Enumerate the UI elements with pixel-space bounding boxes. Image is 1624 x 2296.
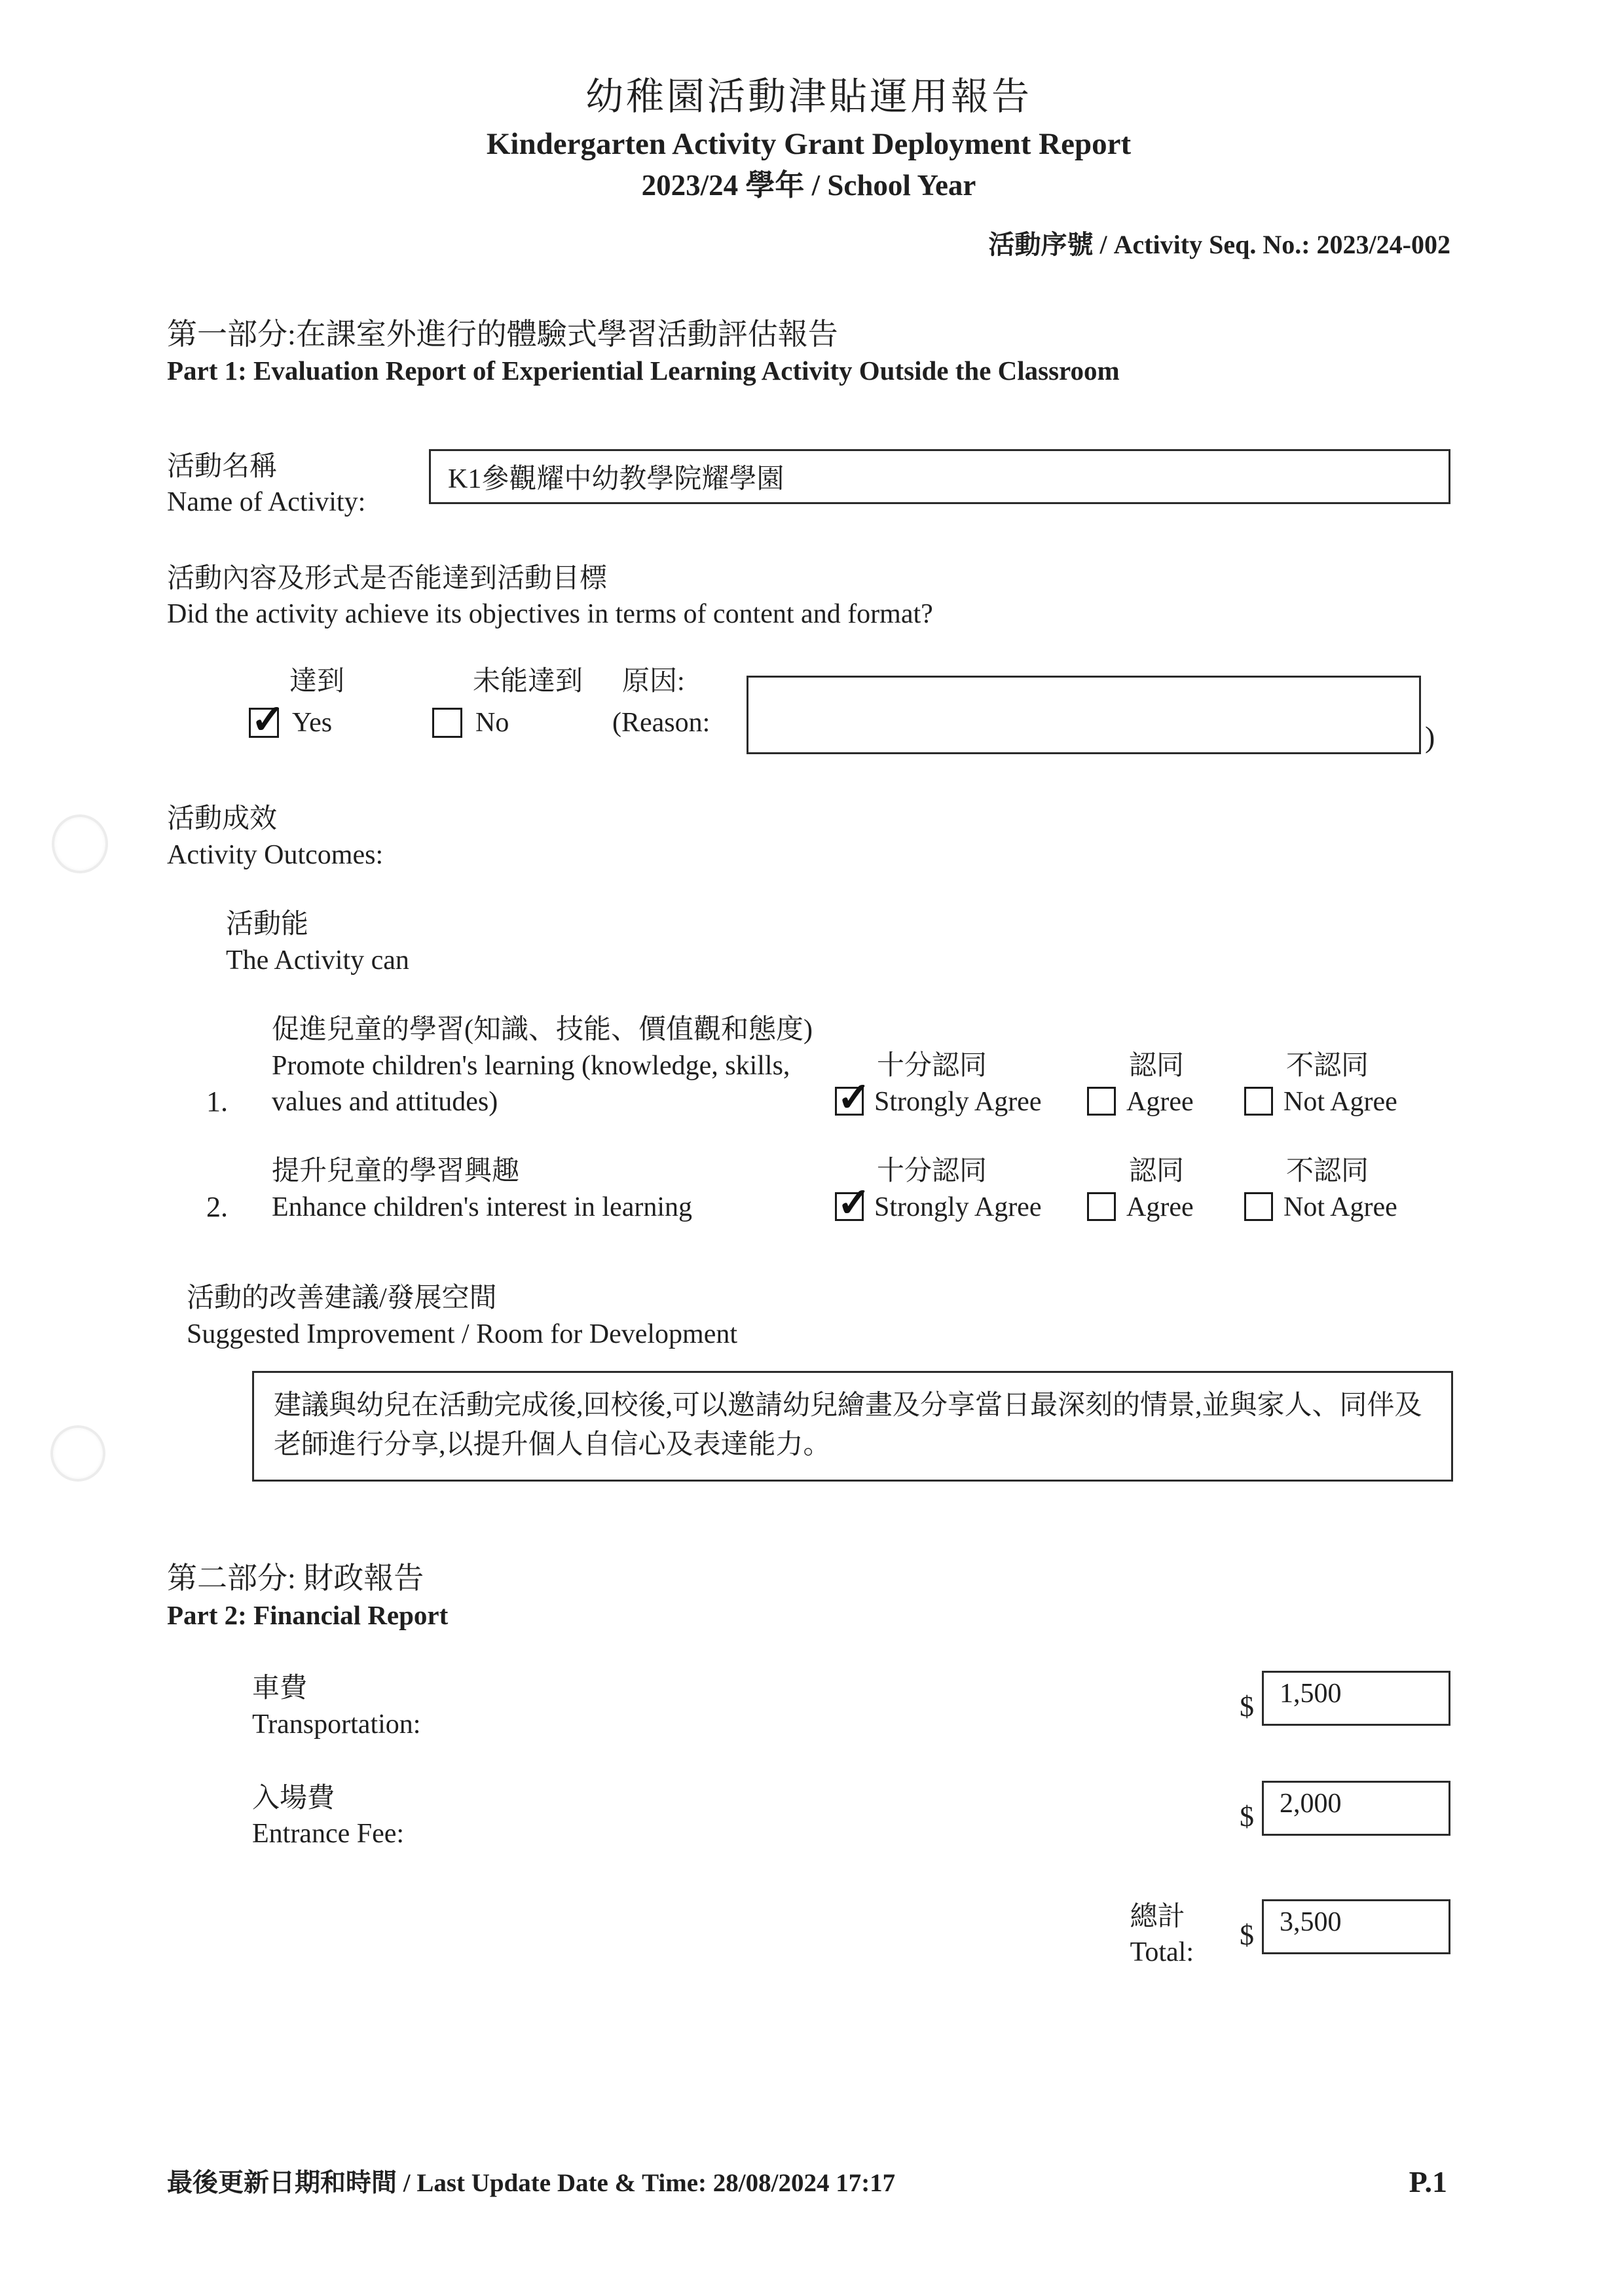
total-amount [1240,1899,1450,1954]
option-yes [249,664,432,740]
hole-punch-mark [52,814,108,873]
strongly-agree-checkbox[interactable] [835,1192,864,1221]
strongly-agree-zh: 十分認同 [877,1050,987,1081]
question-en: Did the activity achieve its objectives in terms of content and format? [167,599,933,630]
option-strongly-agree [835,1154,1058,1225]
not-agree-en: Not Agree [1283,1086,1397,1117]
item-text-zh: 促進兒童的學習(知識、技能、價值觀和態度) [272,1015,813,1046]
option-strongly-agree [835,1048,1058,1120]
agree-checkbox[interactable] [1087,1087,1116,1116]
no-label-zh: 未能達到 [473,666,583,697]
option-no [432,664,612,740]
item-number: 2. [206,1191,228,1224]
name-label-zh: 活動名稱 [167,451,278,482]
no-checkbox[interactable] [432,708,462,738]
no-label-en: No [475,707,509,738]
entrance-fee-label [252,1781,404,1852]
strongly-agree-zh: 十分認同 [877,1156,987,1187]
activity-can-zh: 活動能 [226,909,309,940]
agree-en: Agree [1126,1192,1194,1222]
doc-title-zh: 幼稚園活動津貼運用報告 [585,75,1032,118]
part1-heading-zh: 第一部分:在課室外進行的體驗式學習活動評估報告 [167,317,838,351]
page-number: P.1 [1409,2165,1447,2198]
total-zh: 總計 [1130,1901,1185,1932]
dollar-sign: $ [1240,1690,1254,1723]
total-row [167,1899,1450,1971]
name-of-activity-label [167,449,429,520]
entrance-fee-row [167,1781,1450,1852]
name-label-en: Name of Activity: [167,487,366,518]
strongly-agree-en: Strongly Agree [874,1086,1042,1117]
entrance-fee-zh: 入場費 [252,1783,335,1813]
doc-header [167,73,1450,204]
strongly-agree-en: Strongly Agree [874,1192,1042,1222]
entrance-fee-amount [1240,1781,1450,1836]
transportation-row [167,1671,1450,1742]
part2-heading-zh: 第二部分: 財政報告 [167,1561,424,1595]
agree-en: Agree [1126,1086,1194,1117]
not-agree-checkbox[interactable] [1244,1192,1273,1221]
reason-label-zh: 原因: [622,666,685,697]
improvement-heading-zh: 活動的改善建議/發展空間 [187,1283,497,1314]
option-agree [1087,1154,1215,1225]
not-agree-zh: 不認同 [1286,1156,1369,1187]
part1-heading [167,315,1450,389]
outcome-item-1 [167,1012,1450,1120]
reason-field[interactable] [747,676,1421,754]
not-agree-zh: 不認同 [1286,1050,1369,1081]
outcome-item-2 [167,1154,1450,1225]
dollar-sign: $ [1240,1918,1254,1951]
name-of-activity-row [167,449,1450,520]
doc-title-en: Kindergarten Activity Grant Deployment Report [486,126,1132,161]
name-of-activity-field[interactable]: K1參觀耀中幼教學院耀學園 [429,449,1450,504]
entrance-fee-amount-field[interactable]: 2,000 [1262,1781,1450,1836]
question-zh: 活動內容及形式是否能達到活動目標 [167,563,608,594]
activity-can-en: The Activity can [226,945,409,975]
total-amount-field[interactable]: 3,500 [1262,1899,1450,1954]
option-not-agree [1244,1048,1414,1120]
transportation-label [252,1671,420,1742]
yes-label-en: Yes [292,707,333,738]
item-text-en: Enhance children's interest in learning [272,1192,692,1222]
not-agree-checkbox[interactable] [1244,1087,1273,1116]
transportation-amount-field[interactable]: 1,500 [1262,1671,1450,1726]
rating-options [835,1048,1414,1120]
improvement-field[interactable]: 建議與幼兒在活動完成後,回校後,可以邀請幼兒繪畫及分享當日最深刻的情景,並與家人、同伴及老師進行分享,以提升個人自信心及表達能力。 [252,1371,1453,1482]
option-not-agree [1244,1154,1414,1225]
outcomes-en: Activity Outcomes: [167,839,384,870]
activity-can-heading [167,907,1450,978]
reason-label-en: (Reason: [612,707,710,738]
not-agree-en: Not Agree [1283,1192,1397,1222]
yes-checkbox[interactable] [249,708,279,738]
yes-no-row [167,664,1450,754]
dollar-sign: $ [1240,1800,1254,1832]
reason-close-paren: ) [1425,720,1435,754]
activity-seq-no: 活動序號 / Activity Seq. No.: 2023/24-002 [988,229,1450,259]
entrance-fee-en: Entrance Fee: [252,1819,405,1850]
transportation-en: Transportation: [252,1709,421,1740]
school-year: 2023/24 學年 / School Year [641,169,976,202]
agree-checkbox[interactable] [1087,1192,1116,1221]
part2-heading [167,1559,1450,1633]
transportation-amount [1240,1671,1450,1726]
item-text-en: Promote children's learning (knowledge, skills, [272,1050,790,1081]
outcomes-zh: 活動成效 [167,803,278,834]
objective-question [167,561,1450,632]
last-update-text: 最後更新日期和時間 / Last Update Date & Time: 28/08/2024 17:17 [167,2169,896,2197]
reason-label [612,664,747,740]
improvement-heading-en: Suggested Improvement / Room for Development [187,1319,738,1349]
total-en: Total: [1130,1937,1194,1968]
strongly-agree-checkbox[interactable] [835,1087,864,1116]
part2-heading-en: Part 2: Financial Report [167,1600,449,1631]
agree-zh: 認同 [1129,1156,1185,1187]
yes-label-zh: 達到 [289,666,345,697]
item-text-en: values and attitudes) [272,1086,498,1117]
option-agree [1087,1048,1215,1120]
total-label [1130,1899,1194,1971]
agree-zh: 認同 [1129,1050,1185,1081]
part1-heading-en: Part 1: Evaluation Report of Experiential Learning Activity Outside the Classroom [167,355,1120,386]
item-number: 1. [206,1085,228,1118]
transportation-zh: 車費 [252,1673,308,1704]
page-footer [167,2162,1447,2199]
activity-outcomes-heading [167,801,1450,873]
rating-options [835,1154,1414,1225]
hole-punch-mark [50,1425,105,1482]
item-text-zh: 提升兒童的學習興趣 [272,1156,520,1187]
improvement-heading [167,1281,1450,1352]
